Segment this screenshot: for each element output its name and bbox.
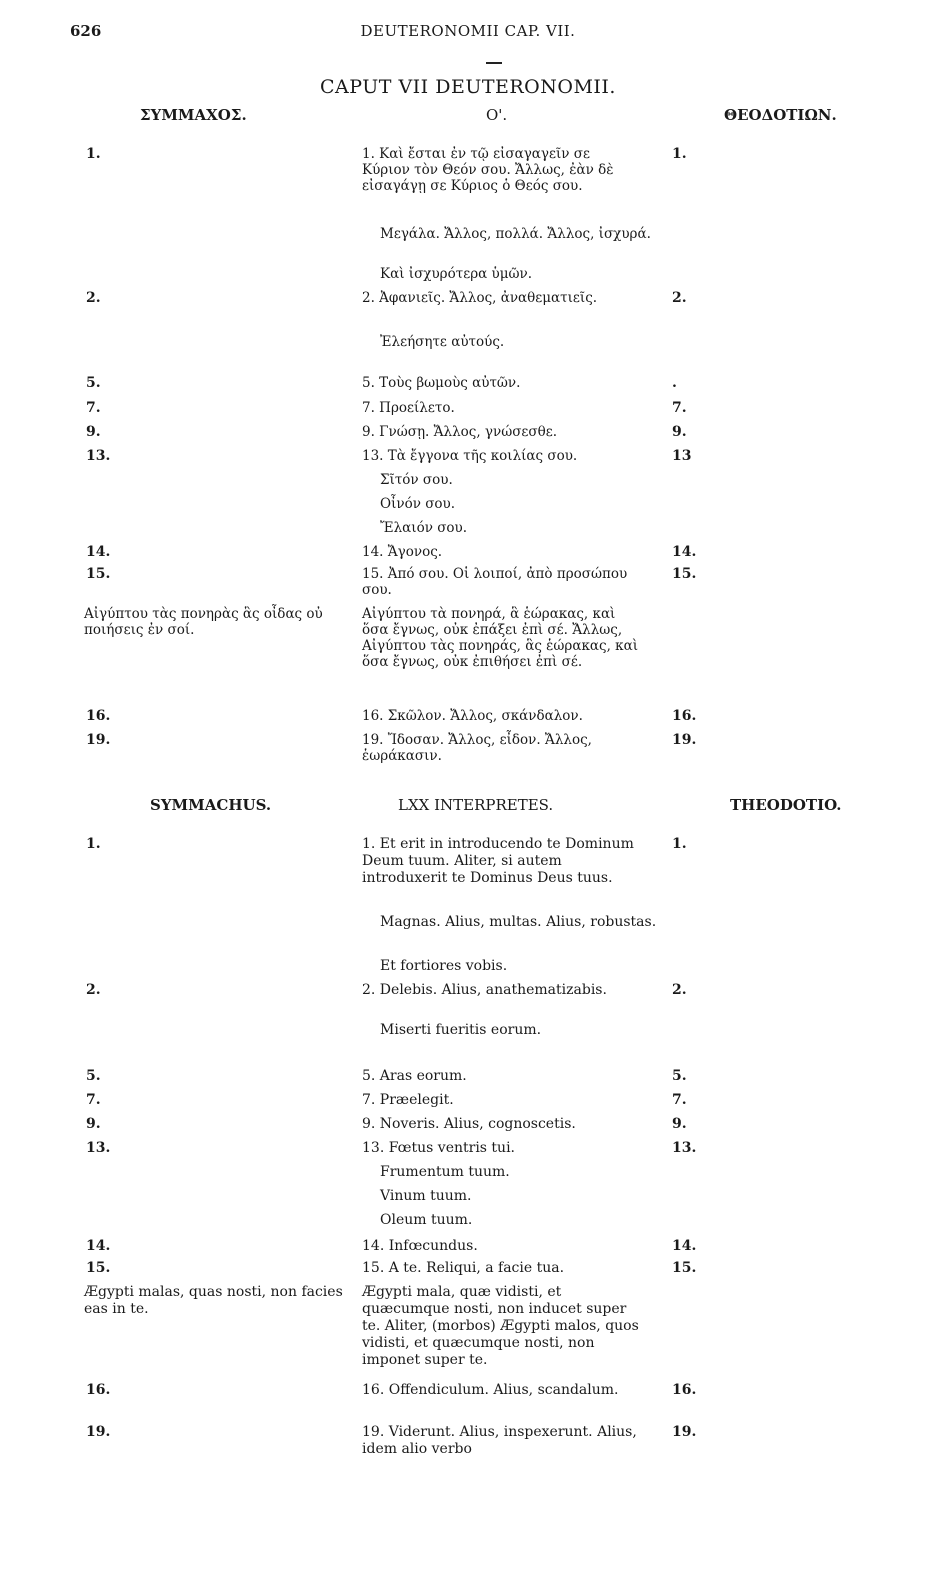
- lxx-text: 9. Γνώσῃ. Ἄλλος, γνώσεσθε.: [362, 424, 558, 440]
- entry-row: [0, 496, 936, 518]
- symmachus-verse-number: 14.: [86, 1238, 111, 1254]
- lxx-text: 1. Καὶ ἔσται ἐν τῷ εἰσαγαγεῖν σε Κύριον τὸν Θεόν σου. Ἄλλως, ἐὰν δὲ εἰσαγάγῃ σε Κύριος ὁ Θεός σου.: [362, 146, 614, 194]
- theodotion-verse-number: 13: [672, 448, 692, 464]
- lxx-text: Et fortiores vobis.: [380, 958, 508, 974]
- entry-row: [0, 836, 936, 912]
- entry-row: [0, 290, 936, 332]
- lxx-text: 15. Ἀπό σου. Οἱ λοιποί, ἀπὸ προσώπου σου.: [362, 566, 628, 598]
- entry-row: [0, 375, 936, 397]
- lxx-text: 2. Delebis. Alius, anathematizabis.: [362, 982, 607, 998]
- symmachus-text: Αἰγύπτου τὰς πονηρὰς ἃς οἶδας οὐ ποιήσεις ἐν σοί.: [84, 606, 323, 638]
- lxx-text: Ἔλαιόν σου.: [380, 520, 468, 536]
- caput-title: CAPUT VII DEUTERONOMII.: [320, 76, 616, 98]
- theodotion-verse-number: 9.: [672, 424, 687, 440]
- entry-row: [0, 566, 936, 604]
- symmachus-verse-number: 13.: [86, 1140, 111, 1156]
- entry-row: [0, 448, 936, 470]
- lxx-text: Frumentum tuum.: [380, 1164, 510, 1180]
- entry-row: [0, 982, 936, 1020]
- entry-row: [0, 226, 936, 264]
- lxx-text: Magnas. Alius, multas. Alius, robustas.: [380, 914, 657, 930]
- symmachus-verse-number: 19.: [86, 1424, 111, 1440]
- greek-symmachus-heading: ΣΥΜΜΑΧΟΣ.: [140, 106, 247, 124]
- entry-row: [0, 472, 936, 494]
- running-title: DEUTERONOMII CAP. VII.: [360, 22, 576, 40]
- entry-row: [0, 146, 936, 224]
- lxx-text: 5. Aras eorum.: [362, 1068, 467, 1084]
- lxx-text: Καὶ ἰσχυρότερα ὑμῶν.: [380, 266, 533, 282]
- lxx-text: 16. Σκῶλον. Ἄλλος, σκάνδαλον.: [362, 708, 583, 724]
- symmachus-verse-number: 5.: [86, 1068, 101, 1084]
- latin-lxx-heading: LXX INTERPRETES.: [398, 796, 554, 814]
- lxx-text: 19. Ἴδοσαν. Ἄλλος, εἶδον. Ἄλλος, ἑωράκασιν.: [362, 732, 592, 764]
- symmachus-verse-number: 2.: [86, 290, 101, 306]
- entry-row: [0, 424, 936, 446]
- entry-row: [0, 400, 936, 422]
- theodotion-verse-number: 2.: [672, 982, 687, 998]
- greek-theodotion-heading: ΘΕΟΔΟΤΙΩΝ.: [724, 106, 837, 124]
- symmachus-text: Ægypti malas, quas nosti, non facies eas in te.: [84, 1284, 343, 1317]
- entry-row: [0, 544, 936, 566]
- symmachus-verse-number: 16.: [86, 708, 111, 724]
- lxx-text: Miserti fueritis eorum.: [380, 1022, 542, 1038]
- lxx-text: 14. Ἄγονος.: [362, 544, 443, 560]
- entry-row: [0, 1238, 936, 1260]
- theodotion-verse-number: .: [672, 375, 677, 391]
- symmachus-verse-number: 14.: [86, 544, 111, 560]
- symmachus-verse-number: 5.: [86, 375, 101, 391]
- symmachus-verse-number: 13.: [86, 448, 111, 464]
- latin-theodotion-heading: THEODOTIO.: [730, 796, 842, 814]
- entry-row: [0, 914, 936, 954]
- entry-row: [0, 1092, 936, 1114]
- entry-row: [0, 266, 936, 288]
- entry-row: [0, 1116, 936, 1138]
- entry-row: [0, 606, 936, 706]
- symmachus-verse-number: 16.: [86, 1382, 111, 1398]
- lxx-text: Αἰγύπτου τὰ πονηρά, ἃ ἑώρακας, καὶ ὅσα ἔγνως, οὐκ ἐπάξει ἐπὶ σέ. Ἄλλως, Αἰγύπτου τὰς πονηράς, ἃς ἑώρακας, καὶ ὅσα ἔγνως, οὐκ ἐπιθήσει ἐπὶ σέ.: [362, 606, 639, 670]
- lxx-text: 15. A te. Reliqui, a facie tua.: [362, 1260, 565, 1276]
- entry-row: [0, 1188, 936, 1210]
- entry-row: [0, 1164, 936, 1186]
- entry-row: [0, 1022, 936, 1044]
- symmachus-verse-number: 15.: [86, 566, 111, 582]
- lxx-text: 13. Τὰ ἔγγονα τῆς κοιλίας σου.: [362, 448, 578, 464]
- lxx-text: 13. Fœtus ventris tui.: [362, 1140, 515, 1156]
- symmachus-verse-number: 2.: [86, 982, 101, 998]
- latin-symmachus-heading: SYMMACHUS.: [150, 796, 272, 814]
- entry-row: [0, 1260, 936, 1282]
- theodotion-verse-number: 7.: [672, 1092, 687, 1108]
- symmachus-verse-number: 7.: [86, 400, 101, 416]
- greek-lxx-heading: Ο'.: [486, 106, 508, 124]
- lxx-text: Οἶνόν σου.: [380, 496, 456, 512]
- entry-row: [0, 1212, 936, 1234]
- entry-row: [0, 958, 936, 980]
- entry-row: [0, 520, 936, 542]
- running-header: [0, 22, 936, 44]
- lxx-text: Ægypti mala, quæ vidisti, et quæcumque nosti, non inducet super te. Aliter, (morbos) Ægypti malos, quos vidisti, et quæcumque nosti, non imponet super te.: [362, 1284, 639, 1368]
- symmachus-verse-number: 9.: [86, 1116, 101, 1132]
- entry-row: [0, 732, 936, 772]
- lxx-text: 16. Offendiculum. Alius, scandalum.: [362, 1382, 619, 1398]
- lxx-text: 5. Τοὺς βωμοὺς αὐτῶν.: [362, 375, 521, 391]
- lxx-text: 1. Et erit in introducendo te Dominum Deum tuum. Aliter, si autem introduxerit te Dominus Deus tuus.: [362, 836, 634, 886]
- theodotion-verse-number: 19.: [672, 1424, 697, 1440]
- theodotion-verse-number: 16.: [672, 708, 697, 724]
- lxx-text: 14. Infœcundus.: [362, 1238, 478, 1254]
- entry-row: [0, 1284, 936, 1376]
- theodotion-verse-number: 14.: [672, 544, 697, 560]
- symmachus-verse-number: 15.: [86, 1260, 111, 1276]
- entry-row: [0, 1140, 936, 1162]
- lxx-text: 2. Ἀφανιεῖς. Ἄλλος, ἀναθεματιεῖς.: [362, 290, 598, 306]
- lxx-text: 7. Præelegit.: [362, 1092, 454, 1108]
- entry-row: [0, 1424, 936, 1464]
- lxx-text: Ἐλεήσητε αὐτούς.: [380, 334, 505, 350]
- page-number: 626: [70, 22, 102, 40]
- lxx-text: 19. Viderunt. Alius, inspexerunt. Alius, idem alio verbo: [362, 1424, 637, 1457]
- theodotion-verse-number: 16.: [672, 1382, 697, 1398]
- theodotion-verse-number: 9.: [672, 1116, 687, 1132]
- theodotion-verse-number: 15.: [672, 566, 697, 582]
- theodotion-verse-number: 5.: [672, 1068, 687, 1084]
- lxx-text: Σῖτόν σου.: [380, 472, 453, 488]
- entry-row: [0, 708, 936, 730]
- lxx-text: Vinum tuum.: [380, 1188, 472, 1204]
- theodotion-verse-number: 1.: [672, 146, 687, 162]
- theodotion-verse-number: 13.: [672, 1140, 697, 1156]
- symmachus-verse-number: 7.: [86, 1092, 101, 1108]
- entry-row: [0, 1068, 936, 1090]
- entry-row: [0, 1382, 936, 1422]
- lxx-text: 7. Προείλετο.: [362, 400, 455, 416]
- entry-row: [0, 334, 936, 370]
- lxx-text: Oleum tuum.: [380, 1212, 473, 1228]
- symmachus-verse-number: 9.: [86, 424, 101, 440]
- theodotion-verse-number: 1.: [672, 836, 687, 852]
- lxx-text: Μεγάλα. Ἄλλος, πολλά. Ἄλλος, ἰσχυρά.: [380, 226, 651, 242]
- symmachus-verse-number: 19.: [86, 732, 111, 748]
- symmachus-verse-number: 1.: [86, 146, 101, 162]
- theodotion-verse-number: 14.: [672, 1238, 697, 1254]
- theodotion-verse-number: 2.: [672, 290, 687, 306]
- theodotion-verse-number: 19.: [672, 732, 697, 748]
- title-rule: [486, 62, 502, 64]
- theodotion-verse-number: 7.: [672, 400, 687, 416]
- lxx-text: 9. Noveris. Alius, cognoscetis.: [362, 1116, 576, 1132]
- symmachus-verse-number: 1.: [86, 836, 101, 852]
- theodotion-verse-number: 15.: [672, 1260, 697, 1276]
